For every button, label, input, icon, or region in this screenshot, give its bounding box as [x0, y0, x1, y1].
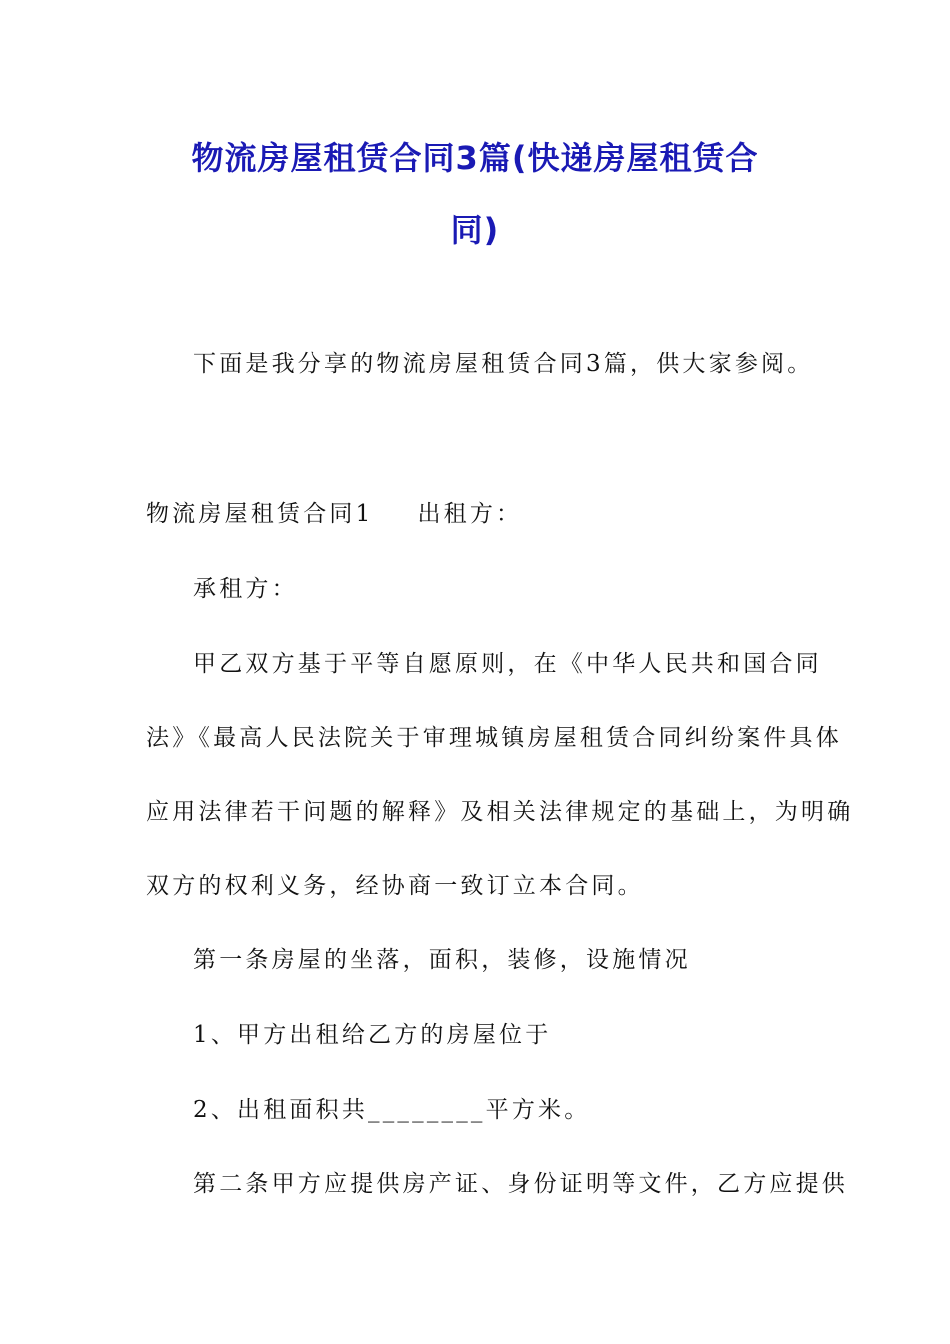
lessee-label: 承租方：: [193, 576, 298, 602]
section-heading-row: [146, 495, 522, 528]
paragraph-line: 应用法律若干问题的解释》及相关法律规定的基础上，为明确: [146, 799, 854, 825]
article-1-heading: 第一条房屋的坐落，面积，装修，设施情况: [193, 947, 691, 973]
paragraph-line: 法》《最高人民法院关于审理城镇房屋租赁合同纠纷案件具体: [146, 725, 842, 751]
section-heading: 物流房屋租赁合同1: [146, 501, 374, 527]
list-item: 1、甲方出租给乙方的房屋位于: [193, 1022, 552, 1048]
list-item: 2、出租面积共________平方米。: [193, 1097, 591, 1123]
document-title-line-2: 同): [450, 211, 500, 249]
document-title-line-1: 物流房屋租赁合同3篇(快递房屋租赁合: [191, 139, 759, 177]
paragraph-line: 双方的权利义务，经协商一致订立本合同。: [146, 873, 644, 899]
article-2-start: 第二条甲方应提供房产证、身份证明等文件，乙方应提供: [193, 1171, 848, 1197]
lessor-label: 出租方：: [417, 501, 523, 527]
paragraph-line: 甲乙双方基于平等自愿原则，在《中华人民共和国合同: [193, 651, 822, 677]
intro-paragraph: 下面是我分享的物流房屋租赁合同3篇，供大家参阅。: [193, 351, 814, 377]
